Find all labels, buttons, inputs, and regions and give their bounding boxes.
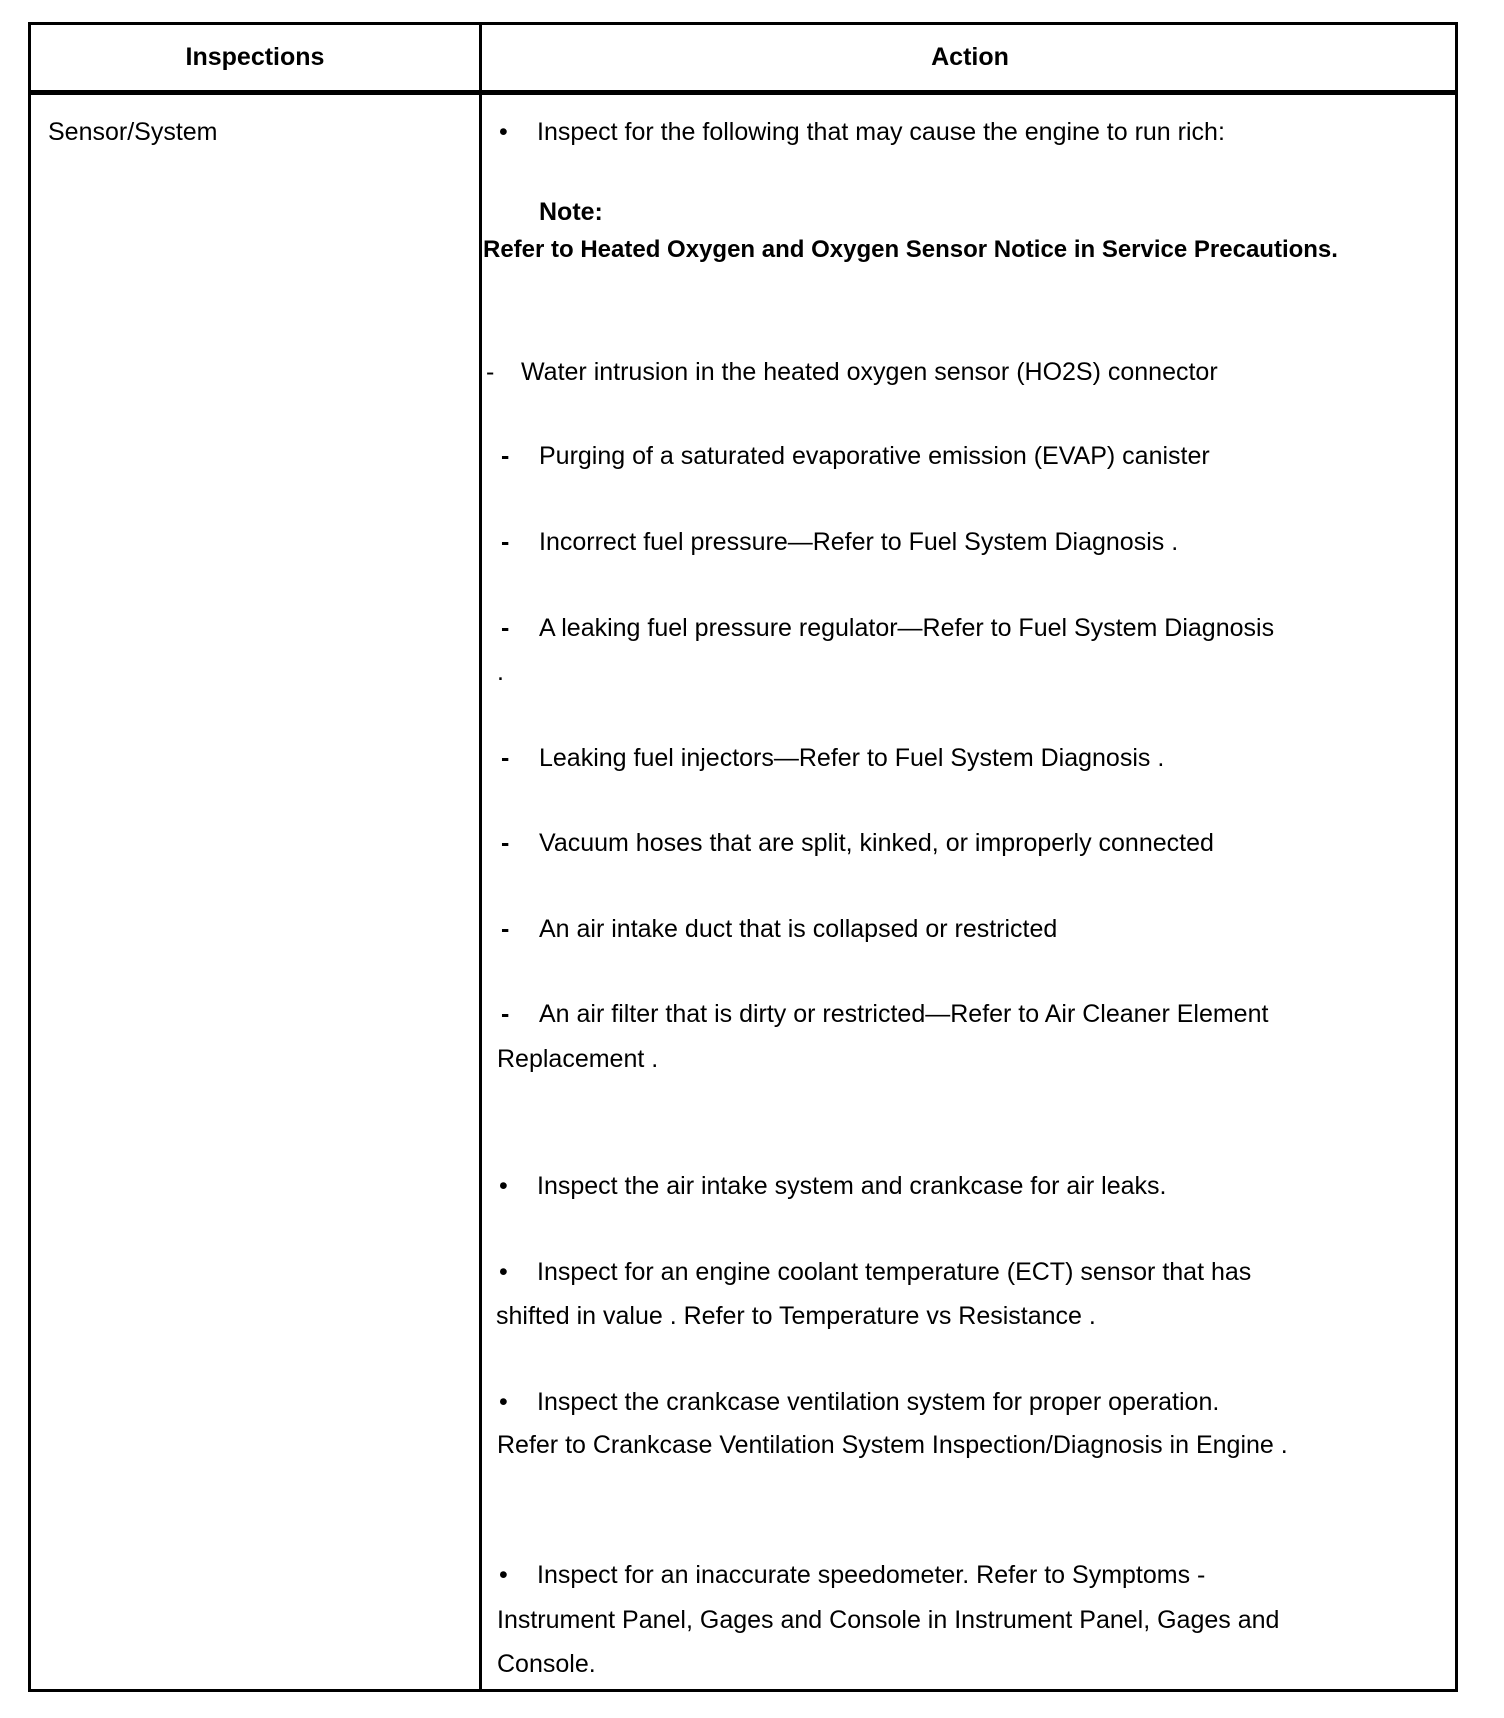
bullet-marker: • (499, 1561, 508, 1589)
inspection-cell: Sensor/System (48, 118, 218, 146)
dash-marker: - (501, 528, 510, 556)
list-item: Leaking fuel injectors—Refer to Fuel System Diagnosis . (539, 744, 1165, 772)
dash-marker: - (501, 829, 510, 857)
bullet-marker: • (499, 1172, 508, 1200)
bullet-item: Inspect for an inaccurate speedometer. Refer to Symptoms - (537, 1561, 1206, 1589)
bullet-item-continuation: Console. (497, 1650, 596, 1678)
bullet-item: Inspect for an engine coolant temperature (ECT) sensor that has (537, 1258, 1252, 1286)
bullet-marker: • (499, 1388, 508, 1416)
dash-marker: - (501, 744, 510, 772)
list-item: An air filter that is dirty or restricted—Refer to Air Cleaner Element (539, 1000, 1269, 1028)
action-intro: Inspect for the following that may cause the engine to run rich: (537, 118, 1225, 146)
bullet-item-continuation: Instrument Panel, Gages and Console in Instrument Panel, Gages and (497, 1606, 1280, 1634)
dash-marker: - (501, 1000, 510, 1028)
list-item: Incorrect fuel pressure—Refer to Fuel System Diagnosis . (539, 528, 1179, 556)
header-inspections: Inspections (185, 43, 325, 71)
dash-marker: - (501, 915, 510, 943)
list-item: Vacuum hoses that are split, kinked, or improperly connected (539, 829, 1214, 857)
list-item-period: . (497, 658, 504, 686)
bullet-item-continuation: shifted in value . Refer to Temperature vs Resistance . (496, 1302, 1096, 1330)
list-item: An air intake duct that is collapsed or restricted (539, 915, 1058, 943)
column-divider (479, 25, 482, 1689)
bullet-marker: • (499, 118, 508, 146)
inspection-table (28, 22, 1458, 1692)
list-item: Water intrusion in the heated oxygen sensor (HO2S) connector (521, 358, 1218, 386)
note-text: Refer to Heated Oxygen and Oxygen Sensor Notice in Service Precautions. (483, 236, 1338, 263)
header-action: Action (931, 43, 1009, 71)
dash-marker: - (501, 614, 510, 642)
bullet-marker: • (499, 1258, 508, 1286)
list-item-continuation: Replacement . (497, 1045, 659, 1073)
bullet-item-continuation: Refer to Crankcase Ventilation System Inspection/Diagnosis in Engine . (497, 1431, 1288, 1459)
dash-marker: - (486, 358, 495, 386)
list-item: Purging of a saturated evaporative emission (EVAP) canister (539, 442, 1210, 470)
note-label: Note: (539, 198, 603, 226)
bullet-item: Inspect the crankcase ventilation system for proper operation. (537, 1388, 1220, 1416)
header-divider (31, 90, 1455, 95)
dash-marker: - (501, 442, 510, 470)
bullet-item: Inspect the air intake system and crankcase for air leaks. (537, 1172, 1167, 1200)
list-item: A leaking fuel pressure regulator—Refer to Fuel System Diagnosis (539, 614, 1275, 642)
